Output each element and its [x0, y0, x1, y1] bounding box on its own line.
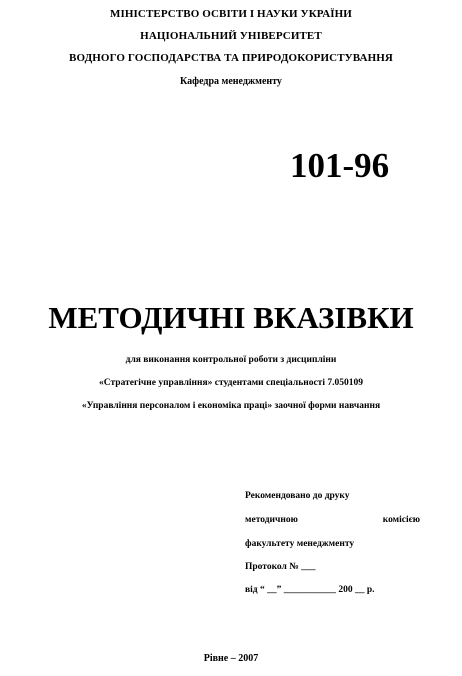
subtitle-line-2: «Стратегічне управління» студентами спеціальності 7.050109 — [99, 378, 363, 388]
department-heading: Кафедра менеджменту — [180, 76, 282, 87]
university-heading: НАЦІОНАЛЬНИЙ УНІВЕРСИТЕТ — [140, 30, 322, 42]
ministry-heading: МІНІСТЕРСТВО ОСВІТИ І НАУКИ УКРАЇНИ — [110, 8, 352, 20]
recommendation-line-2-left: методичною — [245, 515, 298, 525]
recommendation-line-2-right: комісією — [382, 515, 420, 525]
document-code: 101-96 — [290, 146, 390, 185]
date-line: від “ __” ___________ 200 __ р. — [245, 585, 375, 595]
recommendation-line-2 — [245, 515, 420, 525]
city-year-footer: Рівне – 2007 — [203, 653, 259, 664]
document-title: МЕТОДИЧНІ ВКАЗІВКИ — [48, 300, 414, 335]
recommendation-line-3: факультету менеджменту — [245, 539, 355, 549]
protocol-line: Протокол № ___ — [245, 562, 316, 572]
recommendation-line-1: Рекомендовано до друку — [245, 491, 350, 501]
subtitle-line-1: для виконання контрольної роботи з дисципліни — [125, 355, 337, 365]
university-name-heading: ВОДНОГО ГОСПОДАРСТВА ТА ПРИРОДОКОРИСТУВАННЯ — [69, 52, 393, 64]
subtitle-line-3: «Управління персоналом і економіка праці» заочної форми навчання — [81, 401, 381, 411]
